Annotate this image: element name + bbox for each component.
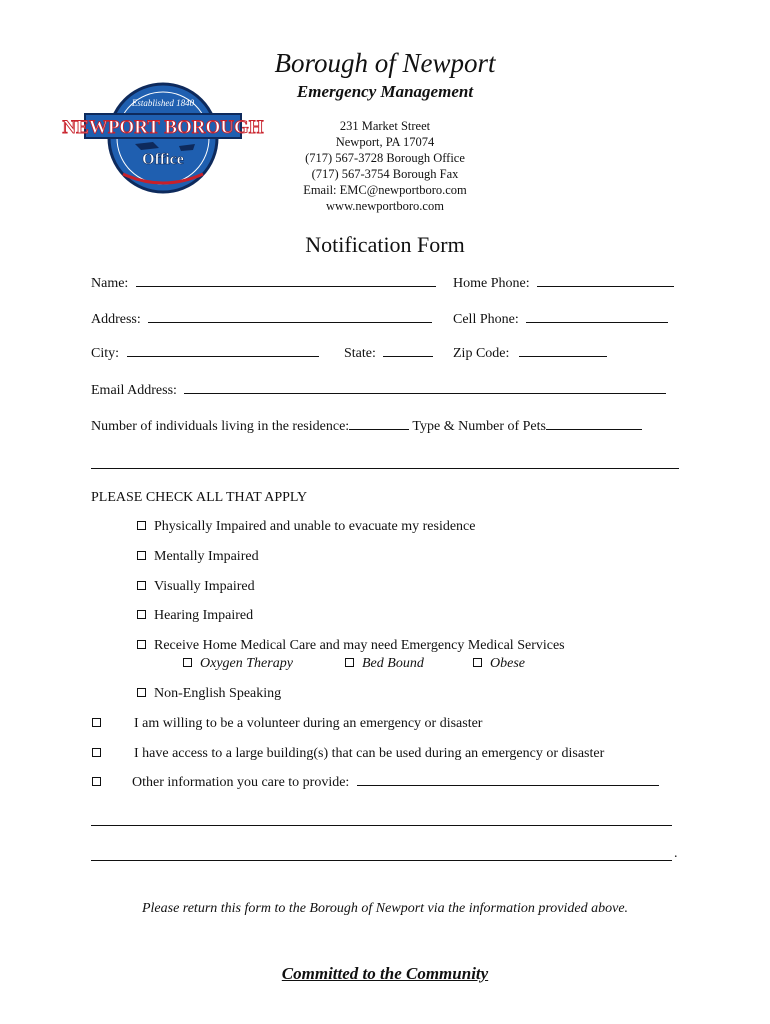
suboption-oxygen-therapy[interactable] — [183, 656, 293, 672]
option-label: Mentally Impaired — [154, 549, 259, 564]
office-phone: (717) 567-3728 Borough Office — [305, 151, 465, 165]
residents-line[interactable] — [349, 428, 409, 430]
pets-label: Type & Number of Pets — [412, 419, 546, 434]
home-phone-label: Home Phone: — [453, 276, 530, 291]
email-line[interactable] — [184, 392, 666, 394]
checkbox-icon[interactable] — [137, 640, 146, 649]
zip-label: Zip Code: — [453, 346, 510, 361]
option-label: Non-English Speaking — [154, 686, 282, 701]
logo-established-text: Established 1840 — [131, 98, 195, 108]
cell-phone-field[interactable] — [453, 312, 668, 328]
name-field[interactable] — [91, 276, 436, 292]
home-phone-line[interactable] — [537, 285, 674, 287]
pets-continuation-line[interactable] — [91, 468, 679, 469]
option-label: Hearing Impaired — [154, 608, 254, 623]
option-large-building[interactable] — [92, 746, 604, 762]
residents-field[interactable] — [91, 419, 642, 435]
checkbox-icon[interactable] — [137, 610, 146, 619]
checkbox-icon[interactable] — [92, 748, 101, 757]
suboption-label: Obese — [490, 656, 525, 671]
checkbox-icon[interactable] — [473, 658, 482, 667]
checkbox-icon[interactable] — [345, 658, 354, 667]
other-info-line-3[interactable] — [91, 860, 672, 861]
page-title: Borough of Newport — [274, 48, 496, 78]
fax-number: (717) 567-3754 Borough Fax — [311, 167, 459, 181]
suboption-label: Bed Bound — [362, 656, 424, 671]
contact-email: Email: EMC@newportboro.com — [303, 183, 467, 197]
residents-label: Number of individuals living in the residence: — [91, 419, 350, 434]
option-volunteer[interactable] — [92, 716, 482, 732]
other-info-line-2[interactable] — [91, 825, 672, 826]
address-line[interactable] — [148, 321, 432, 323]
address-label: Address: — [91, 312, 141, 327]
city-label: City: — [91, 346, 120, 361]
checkbox-icon[interactable] — [92, 718, 101, 727]
return-instructions: Please return this form to the Borough of Newport via the information provided above. — [141, 901, 629, 916]
address-street: 231 Market Street — [339, 119, 431, 133]
suboption-obese[interactable] — [473, 656, 525, 672]
form-title: Notification Form — [305, 232, 465, 257]
cell-phone-line[interactable] — [526, 321, 668, 323]
pets-line[interactable] — [546, 428, 642, 430]
option-mentally-impaired[interactable] — [137, 549, 259, 565]
option-other-info[interactable] — [92, 775, 659, 791]
motto: Committed to the Community — [281, 964, 489, 983]
address-city: Newport, PA 17074 — [335, 135, 435, 149]
state-field[interactable] — [344, 346, 433, 362]
closing-period: . — [674, 846, 678, 861]
page-subtitle: Emergency Management — [296, 82, 474, 101]
option-label: Visually Impaired — [154, 579, 255, 594]
option-label: Physically Impaired and unable to evacuate my residence — [154, 519, 476, 534]
contact-info — [260, 118, 510, 214]
website-url: www.newportboro.com — [326, 199, 444, 213]
name-label: Name: — [91, 276, 129, 291]
option-label: I am willing to be a volunteer during an emergency or disaster — [134, 716, 483, 731]
borough-logo — [62, 82, 264, 194]
option-physically-impaired[interactable] — [137, 519, 476, 535]
option-visually-impaired[interactable] — [137, 579, 255, 595]
suboption-label: Oxygen Therapy — [200, 656, 293, 671]
option-home-medical-care[interactable] — [137, 638, 565, 654]
checkbox-icon[interactable] — [137, 581, 146, 590]
cell-phone-label: Cell Phone: — [453, 312, 519, 327]
checkbox-icon[interactable] — [137, 521, 146, 530]
email-field[interactable] — [91, 383, 666, 399]
checkbox-icon[interactable] — [137, 551, 146, 560]
zip-line[interactable] — [519, 355, 607, 357]
name-line[interactable] — [136, 285, 436, 287]
option-hearing-impaired[interactable] — [137, 608, 253, 624]
other-info-label: Other information you care to provide: — [132, 775, 350, 790]
address-field[interactable] — [91, 312, 432, 328]
logo-office-text: Office — [142, 151, 184, 168]
other-info-line[interactable] — [357, 784, 659, 786]
checkbox-icon[interactable] — [183, 658, 192, 667]
city-field[interactable] — [91, 346, 319, 362]
city-line[interactable] — [127, 355, 319, 357]
suboption-bed-bound[interactable] — [345, 656, 424, 672]
zip-field[interactable] — [453, 346, 607, 362]
email-label: Email Address: — [91, 383, 177, 398]
state-line[interactable] — [383, 355, 433, 357]
checkbox-icon[interactable] — [137, 688, 146, 697]
option-label: I have access to a large building(s) that can be used during an emergency or disaster — [134, 746, 605, 761]
check-all-heading: PLEASE CHECK ALL THAT APPLY — [91, 490, 308, 505]
checkbox-icon[interactable] — [92, 777, 101, 786]
logo-name-text: NEWPORT BOROUGH — [62, 117, 264, 138]
home-phone-field[interactable] — [453, 276, 674, 292]
option-label: Receive Home Medical Care and may need Emergency Medical Services — [154, 638, 565, 653]
option-non-english[interactable] — [137, 686, 281, 702]
state-label: State: — [344, 346, 376, 361]
